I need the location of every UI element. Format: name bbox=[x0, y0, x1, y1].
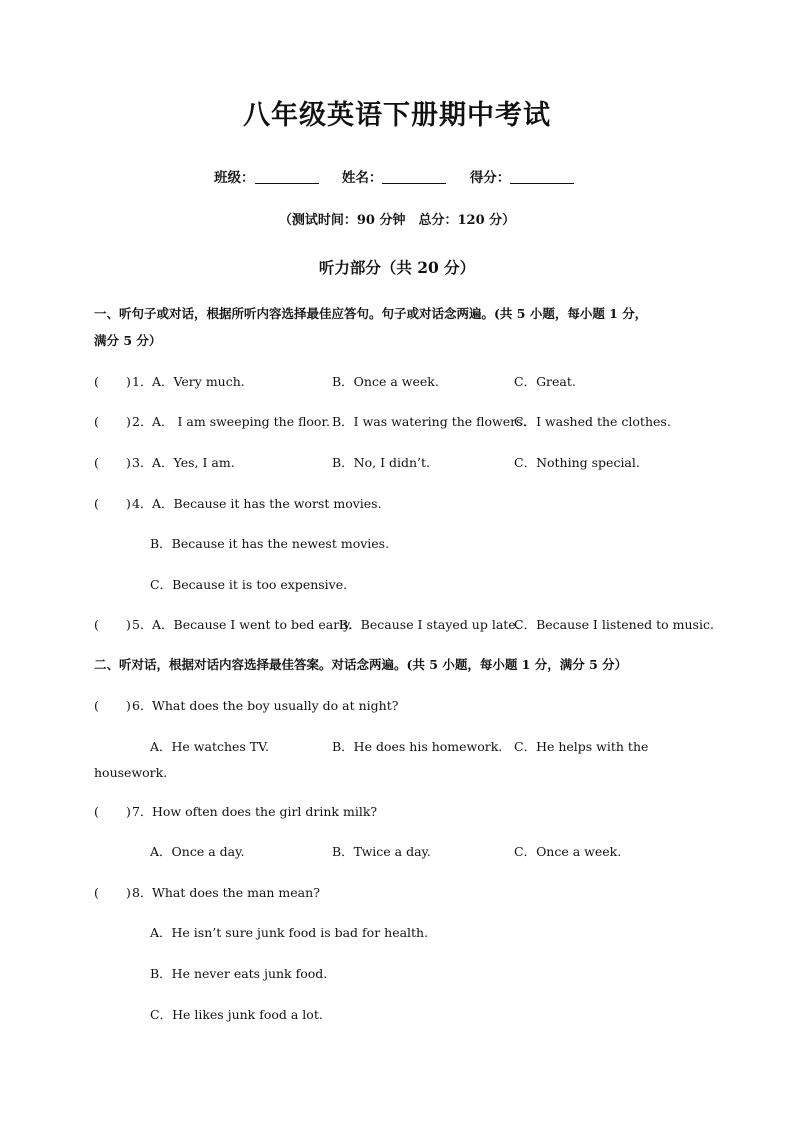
answer-paren-close[interactable]: ) bbox=[126, 885, 131, 900]
answer-paren-open[interactable]: ( bbox=[94, 455, 99, 470]
answer-paren-close[interactable]: ) bbox=[126, 698, 131, 713]
class-label: 班级： bbox=[214, 170, 255, 186]
question-number: 7． bbox=[132, 804, 153, 819]
info-line bbox=[214, 170, 574, 186]
class-blank[interactable] bbox=[255, 171, 319, 184]
question-number: 5． bbox=[132, 617, 153, 632]
answer-paren-close[interactable]: ) bbox=[126, 804, 131, 819]
answer-paren-open[interactable]: ( bbox=[94, 414, 99, 429]
option-b: B．Once a week. bbox=[332, 374, 439, 389]
answer-paren-open[interactable]: ( bbox=[94, 374, 99, 389]
option-c: C．Once a week. bbox=[514, 844, 622, 859]
answer-paren-open[interactable]: ( bbox=[94, 804, 99, 819]
answer-paren-close[interactable]: ) bbox=[126, 374, 131, 389]
option-c: C．Because it is too expensive. bbox=[150, 577, 348, 592]
name-blank[interactable] bbox=[382, 171, 446, 184]
option-b: B．I was watering the flowers. bbox=[332, 414, 527, 429]
answer-paren-close[interactable]: ) bbox=[126, 496, 131, 511]
score-label: 得分： bbox=[469, 170, 511, 186]
score-blank[interactable] bbox=[510, 171, 574, 184]
option-c: C．I washed the clothes. bbox=[514, 414, 671, 429]
answer-paren-open[interactable]: ( bbox=[94, 496, 99, 511]
option-a: A．Yes, I am. bbox=[152, 455, 235, 470]
name-label: 姓名： bbox=[341, 170, 383, 186]
option-b: B．He does his homework. bbox=[332, 739, 503, 754]
time-info: （测试时间：90 分钟 总分：120 分） bbox=[278, 213, 516, 228]
question-stem: What does the boy usually do at night? bbox=[152, 698, 399, 713]
option-b: B．Because I stayed up late. bbox=[339, 617, 520, 632]
option-b: B．No, I didn’t. bbox=[332, 455, 431, 470]
option-b: B．He never eats junk food. bbox=[150, 966, 328, 981]
question-number: 3． bbox=[132, 455, 153, 470]
question-stem: What does the man mean? bbox=[152, 885, 320, 900]
option-a: A．Very much. bbox=[152, 374, 245, 389]
option-c: C．Because I listened to music. bbox=[514, 617, 714, 632]
answer-paren-close[interactable]: ) bbox=[126, 617, 131, 632]
option-a: A．He isn’t sure junk food is bad for health. bbox=[150, 925, 429, 940]
answer-paren-open[interactable]: ( bbox=[94, 617, 99, 632]
question-number: 6． bbox=[132, 698, 153, 713]
option-b: B．Twice a day. bbox=[332, 844, 431, 859]
question-number: 2． bbox=[132, 414, 153, 429]
part1-heading-line2: 满分 5 分） bbox=[94, 333, 162, 348]
section-title: 听力部分（共 20 分） bbox=[318, 258, 476, 277]
option-a: A．Because it has the worst movies. bbox=[152, 496, 382, 511]
question-number: 8． bbox=[132, 885, 153, 900]
answer-paren-open[interactable]: ( bbox=[94, 885, 99, 900]
question-number: 4． bbox=[132, 496, 153, 511]
option-c: C．Nothing special. bbox=[514, 455, 640, 470]
option-a: A．Once a day. bbox=[150, 844, 245, 859]
option-c: C．He likes junk food a lot. bbox=[150, 1007, 323, 1022]
option-b: B．Because it has the newest movies. bbox=[150, 536, 390, 551]
answer-paren-open[interactable]: ( bbox=[94, 698, 99, 713]
option-a: A．Because I went to bed early. bbox=[152, 617, 353, 632]
option-c: C．Great. bbox=[514, 374, 576, 389]
part1-heading-line1: 一、听句子或对话，根据所听内容选择最佳应答句。句子或对话念两遍。(共 5 小题，每小题 1 分， bbox=[94, 306, 648, 321]
option-c-continued: housework. bbox=[94, 765, 168, 780]
option-c: C．He helps with the bbox=[514, 739, 649, 754]
answer-paren-close[interactable]: ) bbox=[126, 414, 131, 429]
exam-title: 八年级英语下册期中考试 bbox=[243, 100, 551, 131]
question-stem: How often does the girl drink milk? bbox=[152, 804, 378, 819]
part2-heading: 二、听对话，根据对话内容选择最佳答案。对话念两遍。(共 5 小题，每小题 1 分，满分 5 分） bbox=[94, 657, 628, 672]
question-number: 1． bbox=[132, 374, 153, 389]
option-a: A． I am sweeping the floor. bbox=[152, 414, 331, 429]
option-a: A．He watches TV. bbox=[150, 739, 269, 754]
answer-paren-close[interactable]: ) bbox=[126, 455, 131, 470]
